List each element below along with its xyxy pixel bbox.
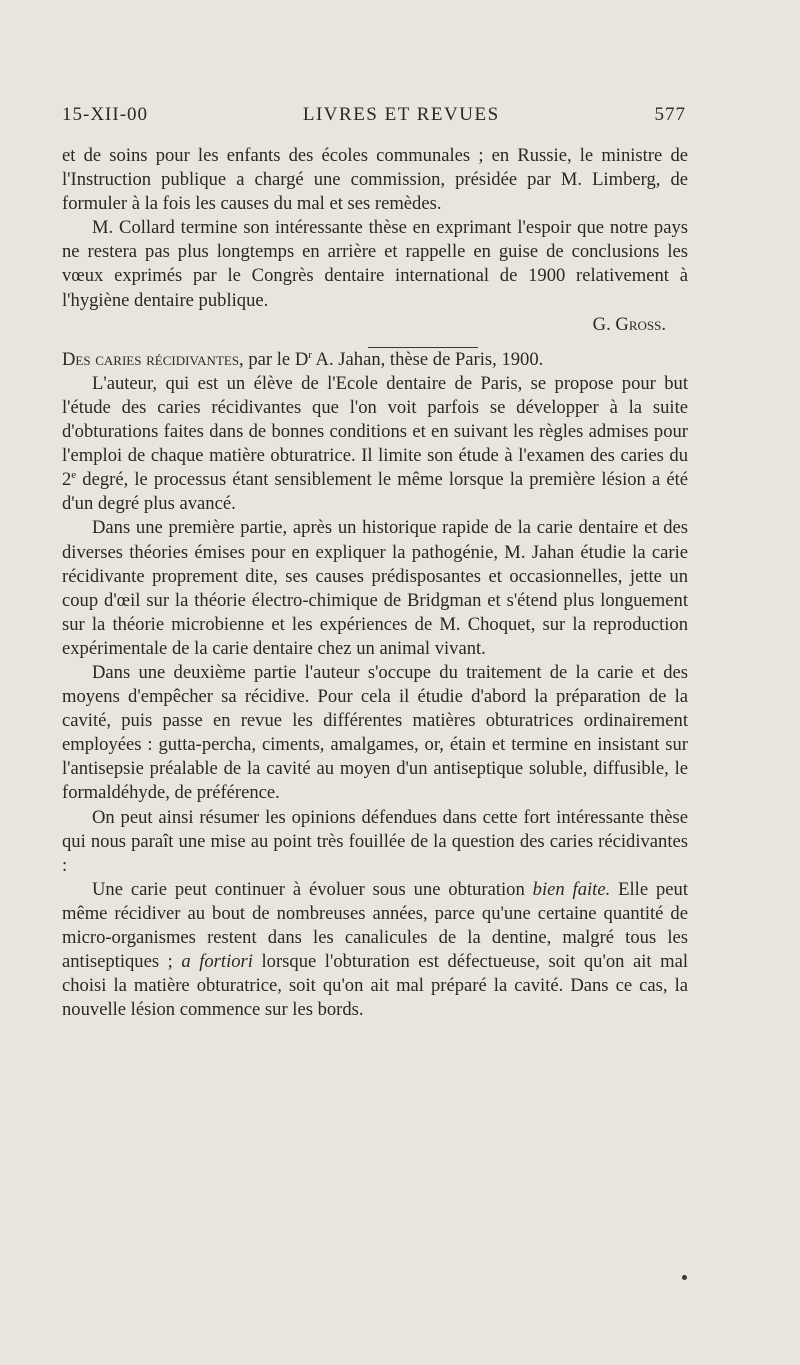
prev-article-paragraph: M. Collard termine son intéressante thèse en exprimant l'espoir que notre pays ne restera pas plus longtemps en arrière et rappelle en guise de conclusions les vœux exprimés par le Congrès dentaire international de 1900 relativement à l'hygiène dentaire publique.: [62, 217, 688, 311]
review-heading-text: A. Jahan, thèse de Paris, 1900.: [311, 348, 544, 370]
review-italic: bien faite.: [532, 878, 611, 900]
review-text: lorsque l'obturation est défectueuse, soit qu'on ait mal choisi la matière obturatrice, soit qu'on ait mal préparé la cavité. Dans ce cas, la nouvelle lésion commence sur les bords.: [62, 951, 688, 1021]
prev-article-paragraph: et de soins pour les enfants des écoles communales ; en Russie, le ministre de l'Instruction publique a chargé une commission, présidée par M. Limberg, de formuler à la fois les causes du mal et ses remèdes.: [62, 145, 688, 215]
review-heading: [62, 348, 688, 372]
review-sup: e: [71, 469, 77, 482]
running-title: LIVRES ET REVUES: [302, 104, 500, 125]
review-text: Une carie peut continuer à évoluer sous une obturation: [92, 878, 533, 900]
ink-spot: [682, 1275, 687, 1280]
review-paragraph: [62, 372, 688, 517]
review-text: Elle peut même récidiver au bout de nombreuses années, parce qu'une certaine quantité de micro-organismes restent dans les canalicules de la dentine, malgré tous les antiseptiques ;: [62, 878, 688, 973]
review-text: L'auteur, qui est un élève de l'Ecole dentaire de Paris, se propose pour but l'étude des caries récidivantes que l'on voit parfois se développer à la suite d'obturations faites dans de bonnes conditions et en suivant les règles admises pour l'emploi de chaque matière obturatrice. Il limite son étude à l'examen des caries du 2: [62, 372, 688, 491]
review-heading-sup: r: [308, 348, 312, 361]
review-paragraph: Dans une deuxième partie l'auteur s'occupe du traitement de la carie et des moyens d'empêcher sa récidive. Pour cela il étudie d'abord la préparation de la cavité, puis passe en revue les différentes matières obturatrices ordinairement employées : gutta-percha, ciments, amalgames, or, étain et termine en insistant sur l'antisepsie préalable de la cavité au moyen d'un antiseptique soluble, diffusible, le formaldéhyde, de préférence.: [62, 661, 688, 804]
review-heading-text: par le D: [243, 348, 309, 370]
review-paragraph: [62, 878, 688, 1023]
page-body: [62, 144, 688, 1022]
review-paragraph: On peut ainsi résumer les opinions défendues dans cette fort intéressante thèse qui nous paraît une mise au point très fouillée de la question des caries récidivantes :: [62, 806, 688, 876]
header-date: 15-XII-00: [62, 104, 149, 125]
review-text: degré, le processus étant sensiblement le même lorsque la première lésion a été d'un degré plus avancé.: [62, 469, 688, 515]
author-signature: G. Gross.: [592, 313, 666, 335]
review-italic: a fortiori: [181, 951, 253, 973]
running-header: [62, 104, 686, 126]
section-divider: [368, 347, 478, 348]
review-title: Des caries récidivantes,: [62, 348, 244, 370]
review-paragraph: Dans une première partie, après un historique rapide de la carie dentaire et des diverses théories émises pour en expliquer la pathogénie, M. Jahan étudie la carie récidivante proprement dite, ses causes prédisposantes et occasionnelles, jette un coup d'œil sur la théorie électro-chimique de Bridgman et s'étend plus longuement sur la théorie microbienne et les expériences de M. Choquet, sur la reproduction expérimentale de la carie dentaire chez un animal vivant.: [62, 517, 688, 659]
page-number: 577: [654, 104, 686, 125]
